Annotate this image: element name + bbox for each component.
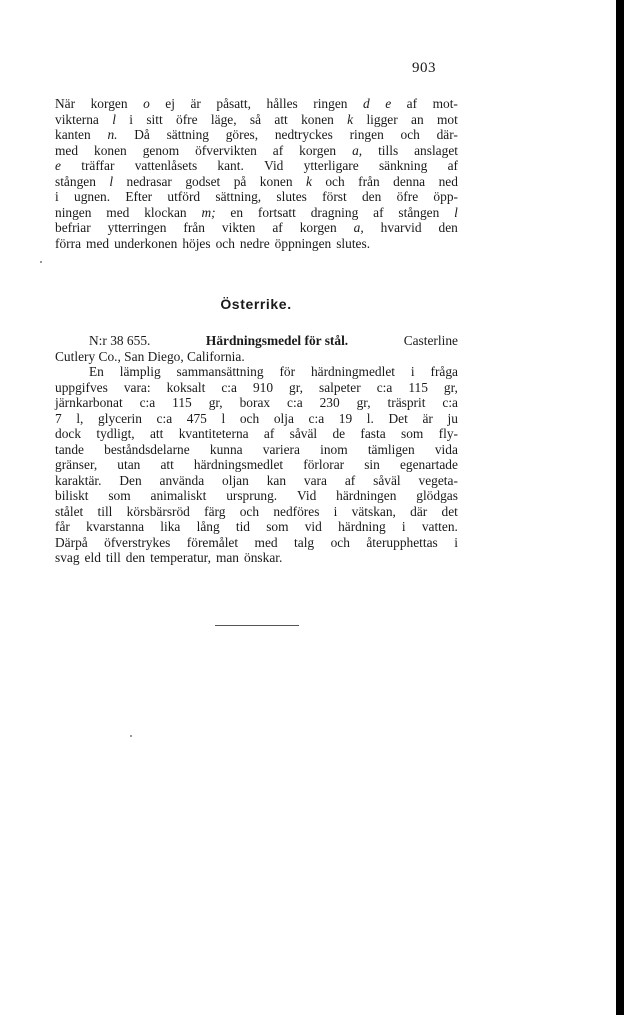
word: Då bbox=[134, 127, 150, 142]
word: ugnen. bbox=[74, 189, 111, 204]
word: svag bbox=[55, 550, 80, 565]
word: klockan bbox=[144, 204, 187, 220]
word: c:a bbox=[139, 395, 156, 410]
word: sättning bbox=[166, 127, 209, 142]
word: sammansättning bbox=[176, 364, 264, 379]
word: godset bbox=[185, 173, 221, 189]
word: Det bbox=[388, 410, 408, 426]
word: Vid bbox=[264, 158, 284, 173]
word: gr, bbox=[289, 379, 304, 395]
word: af bbox=[272, 142, 284, 158]
word: ned bbox=[438, 173, 458, 189]
word: öfre bbox=[396, 189, 419, 204]
word: c:a bbox=[221, 379, 237, 395]
word: oljan bbox=[222, 472, 249, 488]
word: af bbox=[406, 96, 418, 111]
word: på bbox=[233, 173, 247, 189]
text-line bbox=[55, 488, 458, 504]
word: lämplig bbox=[119, 364, 161, 379]
word: som bbox=[266, 519, 289, 534]
text-line bbox=[55, 395, 458, 411]
word: en bbox=[230, 204, 244, 220]
word: dock bbox=[55, 426, 82, 441]
text-line bbox=[55, 205, 458, 221]
word: utan bbox=[117, 457, 141, 472]
text-line bbox=[55, 189, 458, 205]
word: utförd bbox=[167, 189, 201, 204]
word: befriar bbox=[55, 220, 91, 235]
word: salpeter bbox=[319, 379, 361, 395]
word: körsbärsröd bbox=[126, 503, 190, 519]
word: c:a bbox=[442, 395, 458, 410]
word: uppgifves bbox=[55, 379, 108, 395]
word: 19 bbox=[338, 410, 353, 426]
text-line bbox=[55, 442, 458, 458]
word: med bbox=[106, 204, 130, 220]
word: fråga bbox=[430, 364, 458, 379]
word: höjes bbox=[182, 235, 211, 251]
word: sitt bbox=[146, 111, 163, 127]
word: som bbox=[401, 426, 424, 441]
word: den bbox=[438, 220, 458, 235]
word: härdningsmedlet bbox=[193, 457, 284, 472]
word: 115 bbox=[172, 395, 192, 410]
word: för bbox=[279, 364, 296, 379]
patent-applicant: Cutlery Co., San Diego, California. bbox=[55, 348, 245, 364]
word: kanten bbox=[55, 127, 91, 142]
word: nedföres bbox=[273, 503, 320, 519]
text-line bbox=[55, 112, 458, 128]
text-line bbox=[55, 174, 458, 190]
word: fortsatt bbox=[257, 204, 296, 220]
word: kant. bbox=[217, 158, 244, 173]
word: lika bbox=[160, 519, 181, 534]
word: af bbox=[447, 158, 458, 173]
patent-body bbox=[55, 364, 458, 566]
word: mot bbox=[436, 111, 458, 127]
word: variera bbox=[262, 441, 300, 457]
word: talg bbox=[294, 534, 315, 550]
word: m; bbox=[201, 204, 216, 220]
patent-entry bbox=[55, 333, 458, 566]
word: och bbox=[215, 235, 235, 251]
word: göres, bbox=[225, 127, 259, 142]
word: a, bbox=[353, 220, 364, 235]
text-line bbox=[55, 457, 458, 473]
word: n. bbox=[107, 127, 118, 142]
word: vattenlåsets bbox=[134, 158, 198, 173]
word: kunna bbox=[209, 441, 243, 457]
text-line bbox=[55, 504, 458, 520]
word: c:a bbox=[156, 410, 173, 426]
word: korgen bbox=[299, 142, 337, 158]
section-divider bbox=[215, 625, 299, 626]
word: En bbox=[89, 364, 104, 379]
word: fasta bbox=[360, 426, 386, 441]
word: a, bbox=[352, 142, 363, 158]
word: får bbox=[55, 519, 70, 534]
word: af bbox=[344, 472, 356, 488]
text-line bbox=[55, 127, 458, 143]
word: sättning, bbox=[215, 189, 262, 204]
word: 7 bbox=[55, 410, 62, 426]
word: och bbox=[400, 127, 420, 142]
word: hålles bbox=[266, 96, 298, 111]
word: att bbox=[149, 426, 164, 441]
scan-speck bbox=[40, 261, 42, 263]
word: biliskt bbox=[55, 488, 89, 503]
word: öppningen bbox=[274, 235, 332, 251]
word: e bbox=[385, 96, 392, 111]
word: önskar. bbox=[244, 550, 283, 565]
word: och bbox=[239, 410, 260, 426]
word: läge, bbox=[210, 111, 237, 127]
word: k bbox=[305, 173, 312, 189]
word: nedtryckes bbox=[274, 127, 333, 142]
word: ringen bbox=[349, 127, 384, 142]
word: ej bbox=[165, 96, 175, 111]
word: egenartade bbox=[399, 457, 458, 472]
word: färg bbox=[204, 503, 226, 519]
word: öfre bbox=[176, 111, 198, 127]
word: vara bbox=[303, 472, 327, 488]
word: gränser, bbox=[55, 457, 98, 472]
word: af bbox=[373, 204, 384, 220]
word: förra bbox=[55, 235, 82, 251]
word: olja bbox=[273, 410, 294, 426]
word: med bbox=[86, 235, 110, 251]
word: vatten. bbox=[421, 519, 458, 534]
word: l bbox=[109, 173, 114, 189]
word: öfverstrykes bbox=[104, 534, 171, 550]
word: ningen bbox=[55, 204, 92, 220]
text-line bbox=[55, 364, 458, 380]
word: anslaget bbox=[414, 142, 458, 158]
word: träsprit bbox=[387, 395, 426, 410]
word: vara: bbox=[123, 379, 151, 395]
word: härdning bbox=[338, 519, 386, 534]
text-line bbox=[55, 220, 458, 236]
word: där- bbox=[436, 127, 458, 142]
word: använda bbox=[159, 472, 205, 488]
word: förlorar bbox=[303, 457, 345, 472]
patent-title-line bbox=[55, 333, 458, 349]
patent-applicant-part: Casterline bbox=[403, 333, 458, 348]
word: o bbox=[143, 96, 150, 111]
word: lång bbox=[196, 519, 220, 534]
word: tämligen bbox=[367, 441, 415, 457]
word: kan bbox=[266, 472, 287, 488]
word: i bbox=[410, 364, 415, 379]
word: l bbox=[454, 204, 458, 220]
word: föremålet bbox=[186, 534, 239, 550]
word: e bbox=[55, 158, 61, 173]
word: 115 bbox=[408, 379, 428, 395]
word: glödgas bbox=[416, 488, 458, 503]
word: koksalt bbox=[166, 379, 206, 395]
word: vikterna bbox=[55, 111, 99, 127]
word: man bbox=[215, 550, 240, 565]
section-heading: Österrike. bbox=[220, 296, 292, 312]
word: vätskan, bbox=[351, 503, 396, 519]
word: vegeta- bbox=[418, 472, 458, 488]
word: Vid bbox=[297, 488, 317, 503]
word: ju bbox=[447, 410, 458, 426]
word: från bbox=[183, 220, 205, 235]
word: konen bbox=[259, 173, 293, 189]
word: de bbox=[332, 426, 346, 441]
word: stången bbox=[55, 173, 96, 189]
word: i bbox=[333, 503, 338, 519]
word: 475 bbox=[186, 410, 207, 426]
word: härdningen bbox=[336, 488, 397, 503]
word: såväl bbox=[373, 472, 401, 488]
word: hvarvid bbox=[380, 220, 422, 235]
intro-paragraph bbox=[55, 96, 458, 251]
word: gr, bbox=[208, 395, 223, 410]
word: l. bbox=[366, 410, 374, 426]
word: inom bbox=[320, 441, 348, 457]
word: där bbox=[410, 503, 428, 519]
word: i bbox=[454, 534, 458, 550]
word: korgen bbox=[299, 220, 337, 235]
text-line bbox=[55, 380, 458, 396]
word: Den bbox=[119, 472, 142, 488]
word: och bbox=[330, 534, 350, 550]
patent-applicant-line bbox=[55, 349, 458, 365]
word: från bbox=[358, 173, 380, 189]
word: vid bbox=[304, 519, 322, 534]
word: att bbox=[160, 457, 174, 472]
word: animaliskt bbox=[150, 488, 207, 503]
word: konen bbox=[94, 142, 127, 158]
word: d bbox=[362, 96, 370, 111]
word: sin bbox=[364, 457, 380, 472]
word: tande bbox=[55, 441, 84, 457]
word: l, bbox=[76, 410, 84, 426]
word: l bbox=[112, 111, 116, 127]
word: till bbox=[97, 503, 113, 519]
word: dragning bbox=[310, 204, 359, 220]
word: öfvervikten bbox=[195, 142, 257, 158]
text-line bbox=[55, 411, 458, 427]
word: 910 bbox=[252, 379, 274, 395]
text-line bbox=[55, 426, 458, 442]
word: slutes bbox=[276, 189, 307, 204]
word: c:a bbox=[308, 410, 325, 426]
word: vikten bbox=[221, 220, 256, 235]
text-line bbox=[55, 519, 458, 535]
word: c:a bbox=[376, 379, 393, 395]
word: gr, bbox=[356, 395, 371, 410]
word: stången bbox=[398, 204, 440, 220]
word: mot- bbox=[432, 96, 458, 111]
word: genom bbox=[142, 142, 180, 158]
word: konen bbox=[301, 111, 334, 127]
word: Därpå bbox=[55, 534, 88, 550]
word: stålet bbox=[55, 503, 84, 519]
word: återupphettas bbox=[366, 534, 438, 550]
word: beståndsdelarne bbox=[104, 441, 190, 457]
text-line bbox=[55, 96, 458, 112]
text-line bbox=[55, 236, 458, 252]
word: såväl bbox=[289, 426, 318, 441]
text-line bbox=[55, 473, 458, 489]
word: temperatur, bbox=[150, 550, 211, 565]
word: tid bbox=[235, 519, 250, 534]
word: kvantiteterna bbox=[178, 426, 249, 441]
word: kvarstanna bbox=[86, 519, 145, 534]
page-number: 903 bbox=[412, 60, 436, 76]
word: sänkning bbox=[378, 158, 428, 173]
word: det bbox=[441, 503, 458, 519]
word: denna bbox=[393, 173, 426, 189]
word: i bbox=[401, 519, 406, 534]
word: som bbox=[108, 488, 131, 503]
word: ursprung. bbox=[226, 488, 278, 503]
word: först bbox=[322, 189, 347, 204]
word: så bbox=[249, 111, 262, 127]
word: ligger bbox=[366, 111, 398, 127]
word: öpp- bbox=[433, 189, 458, 204]
word: c:a bbox=[287, 395, 303, 410]
text-line bbox=[55, 550, 458, 566]
word: ytterligare bbox=[303, 158, 359, 173]
word: karaktär. bbox=[55, 472, 102, 488]
word: är bbox=[422, 410, 433, 426]
word: 230 bbox=[319, 395, 340, 410]
text-line bbox=[55, 143, 458, 159]
word: den bbox=[125, 550, 146, 565]
word: vida bbox=[434, 441, 458, 457]
word: är bbox=[190, 96, 201, 111]
word: med bbox=[55, 142, 79, 158]
word: underkonen bbox=[114, 235, 178, 251]
word: i bbox=[55, 189, 59, 204]
word: eld bbox=[84, 550, 101, 565]
word: i bbox=[129, 111, 133, 127]
word: den bbox=[361, 189, 382, 204]
word: ytterringen bbox=[107, 220, 167, 235]
word: af bbox=[272, 220, 283, 235]
text-line bbox=[55, 158, 458, 174]
patent-number: N:r 38 655. bbox=[89, 333, 151, 348]
patent-title: Härdningsmedel för stål. bbox=[205, 333, 349, 348]
text-line bbox=[55, 535, 458, 551]
word: med bbox=[254, 534, 278, 550]
word: ringen bbox=[313, 96, 348, 111]
word: korgen bbox=[90, 96, 128, 111]
scan-edge bbox=[616, 0, 624, 1015]
word: att bbox=[274, 111, 288, 127]
word: borax bbox=[239, 395, 271, 410]
word: påsatt, bbox=[216, 96, 251, 111]
word: Efter bbox=[125, 189, 153, 204]
word: slutes. bbox=[336, 235, 371, 251]
word: fly- bbox=[438, 426, 458, 441]
word: nedre bbox=[239, 235, 270, 251]
word: När bbox=[55, 96, 76, 111]
word: järnkarbonat bbox=[55, 395, 123, 410]
word: tills bbox=[378, 142, 399, 158]
scan-speck bbox=[130, 735, 132, 737]
word: härdningmedlet bbox=[310, 364, 395, 379]
word: och bbox=[325, 173, 345, 189]
word: tydligt, bbox=[96, 426, 135, 441]
word: och bbox=[239, 503, 260, 519]
word: l bbox=[221, 410, 226, 426]
word: till bbox=[105, 550, 121, 565]
word: af bbox=[263, 426, 275, 441]
word: gr, bbox=[443, 379, 458, 395]
word: nedrasar bbox=[126, 173, 172, 189]
word: k bbox=[347, 111, 354, 127]
word: glycerin bbox=[98, 410, 142, 426]
word: träffar bbox=[81, 158, 115, 173]
word: an bbox=[411, 111, 424, 127]
